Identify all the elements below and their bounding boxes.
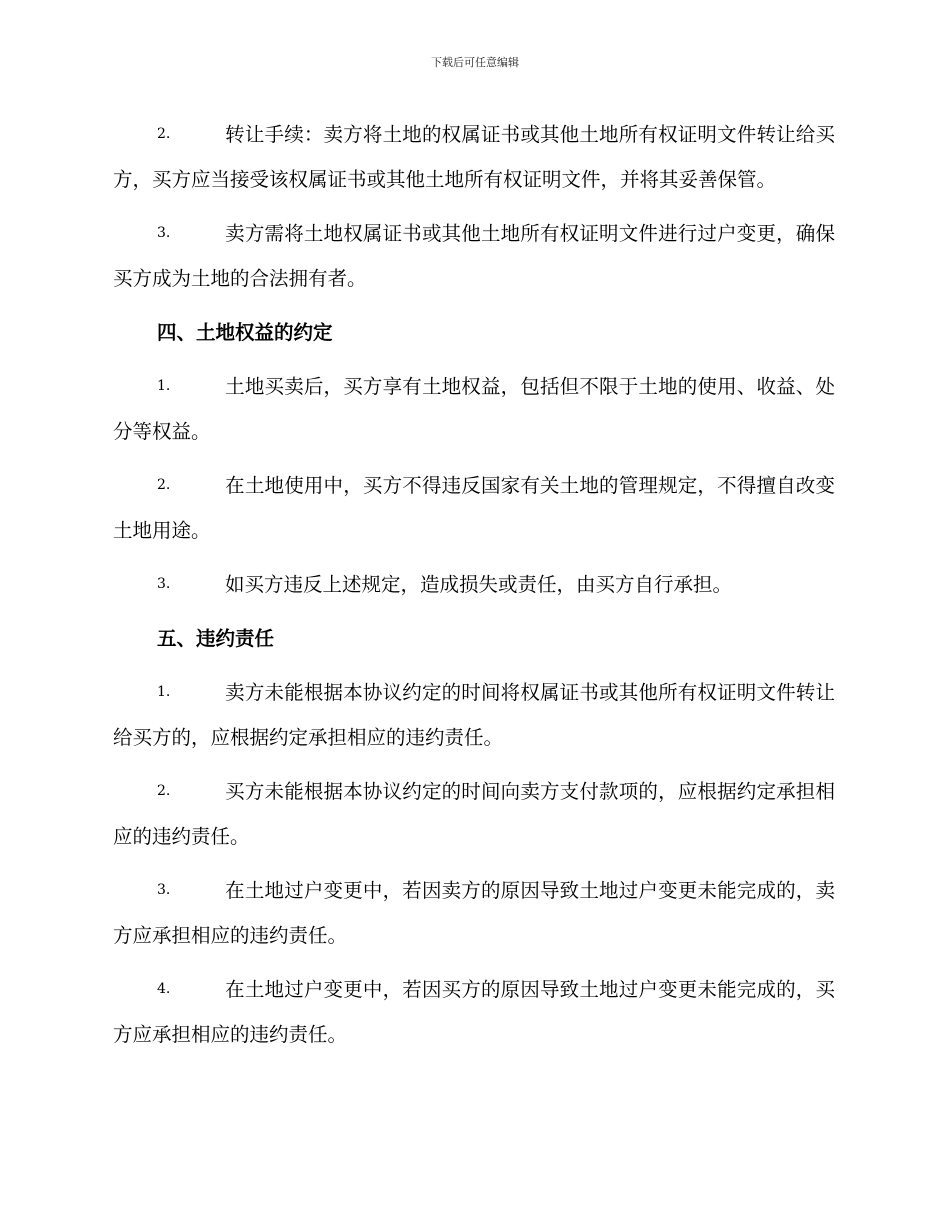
- item-number: 1.: [157, 684, 171, 700]
- item-number: 3.: [157, 576, 171, 592]
- item-text: 转让手续：卖方将土地的权属证书或其他土地所有权证明文件转让给买方，买方应当接受该权属证书或其他土地所有权证明文件，并将其妥善保管。: [113, 123, 835, 191]
- list-item: [113, 211, 835, 301]
- list-item: [113, 967, 835, 1057]
- item-text: 在土地过户变更中，若因卖方的原因导致土地过户变更未能完成的，卖方应承担相应的违约责任。: [113, 879, 835, 947]
- list-item: [113, 868, 835, 958]
- page-header: 下载后可任意编辑: [431, 56, 519, 69]
- list-item: [113, 364, 835, 454]
- item-text: 如买方违反上述规定，造成损失或责任，由买方自行承担。: [225, 573, 733, 596]
- section-heading: 五、违约责任: [157, 627, 275, 650]
- item-number: 2.: [157, 477, 171, 493]
- item-number: 3.: [157, 882, 171, 898]
- list-item: [113, 112, 835, 202]
- item-text: 在土地过户变更中，若因买方的原因导致土地过户变更未能完成的，买方应承担相应的违约责任。: [113, 978, 835, 1046]
- item-text: 买方未能根据本协议约定的时间向卖方支付款项的，应根据约定承担相应的违约责任。: [113, 780, 835, 848]
- item-text: 卖方未能根据本协议约定的时间将权属证书或其他所有权证明文件转让给买方的，应根据约定承担相应的违约责任。: [113, 681, 835, 749]
- item-text: 卖方需将土地权属证书或其他土地所有权证明文件进行过户变更，确保买方成为土地的合法拥有者。: [113, 222, 835, 290]
- item-number: 3.: [157, 225, 171, 241]
- list-item: [113, 562, 835, 607]
- section-heading: 四、土地权益的约定: [157, 321, 333, 344]
- item-text: 土地买卖后，买方享有土地权益，包括但不限于土地的使用、收益、处分等权益。: [113, 375, 835, 443]
- list-item: [113, 769, 835, 859]
- item-number: 1.: [157, 378, 171, 394]
- item-number: 2.: [157, 126, 171, 142]
- item-number: 4.: [157, 981, 171, 997]
- list-item: [113, 670, 835, 760]
- document-body: [113, 112, 835, 1066]
- list-item: [113, 463, 835, 553]
- item-number: 2.: [157, 783, 171, 799]
- item-text: 在土地使用中，买方不得违反国家有关土地的管理规定，不得擅自改变土地用途。: [113, 474, 835, 542]
